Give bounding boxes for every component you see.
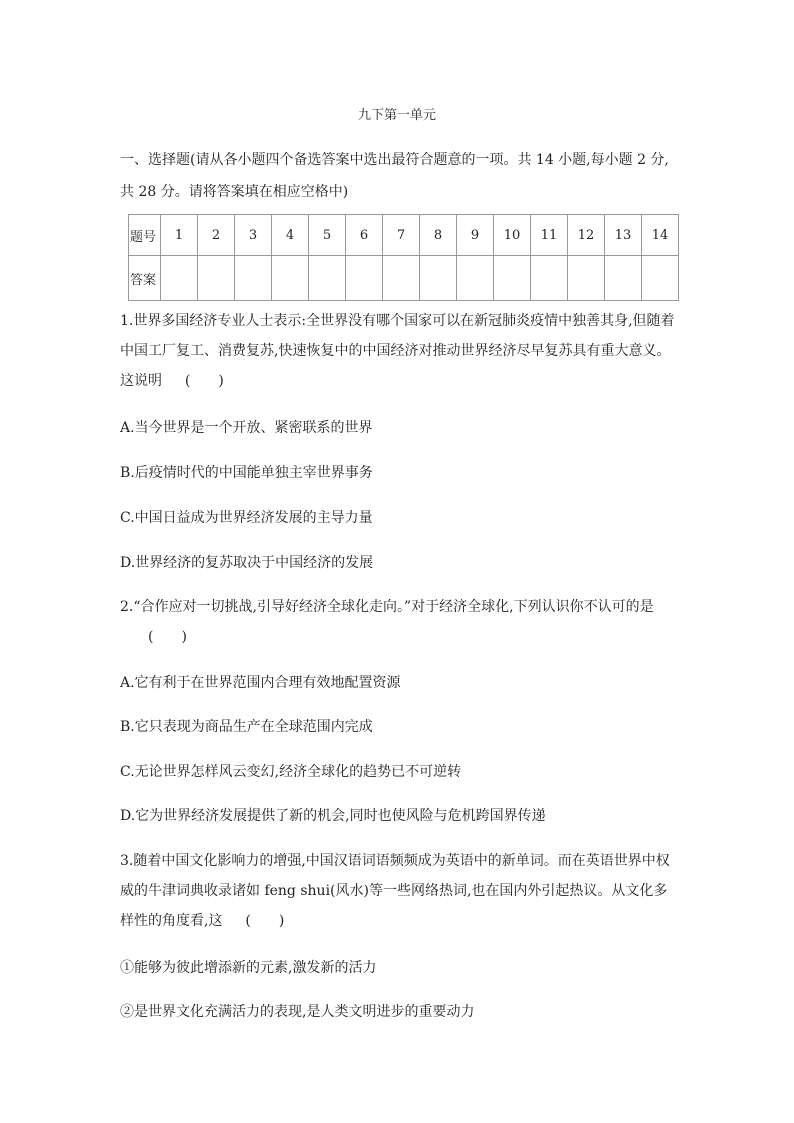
answer-row (129, 256, 679, 301)
q2-option-d: D.它为世界经济发展提供了新的机会,同时也使风险与危机跨国界传递 (120, 808, 546, 824)
answer-cell[interactable] (568, 256, 605, 301)
q1-option-d: D.世界经济的复苏取决于中国经济的发展 (120, 555, 374, 571)
answer-cell[interactable] (642, 256, 679, 301)
question-number: 2 (198, 215, 235, 256)
answer-paren: ( ) (184, 373, 224, 389)
row-header-number: 题号 (129, 215, 161, 256)
q3-statement-1: ①能够为彼此增添新的元素,激发新的活力 (120, 960, 377, 976)
row-header-answer: 答案 (129, 256, 161, 301)
answer-cell[interactable] (161, 256, 198, 301)
q1-option-c: C.中国日益成为世界经济发展的主导力量 (120, 510, 373, 526)
q2-option-a: A.它有利于在世界范围内合理有效地配置资源 (120, 675, 401, 691)
question-number: 4 (272, 215, 309, 256)
answer-cell[interactable] (346, 256, 383, 301)
question-2-stem (120, 592, 680, 652)
answer-cell[interactable] (309, 256, 346, 301)
question-number: 14 (642, 215, 679, 256)
question-number-row (129, 215, 679, 256)
answer-paren: ( ) (148, 629, 187, 645)
q1-option-a: A.当今世界是一个开放、紧密联系的世界 (120, 420, 373, 436)
question-number: 5 (309, 215, 346, 256)
answer-cell[interactable] (457, 256, 494, 301)
answer-cell[interactable] (605, 256, 642, 301)
question-stem-text: 3.随着中国文化影响力的增强,中国汉语词语频频成为英语中的新单词。而在英语世界中权威的牛津词典收录诸如 feng shui(风水)等一些网络热词,也在国内外引起热议。从文化多样性的角度看,这 (120, 853, 670, 929)
question-1-stem (120, 306, 680, 396)
answer-paren: ( ) (245, 913, 285, 929)
q2-option-b: B.它只表现为商品生产在全球范围内完成 (120, 719, 373, 735)
answer-cell[interactable] (198, 256, 235, 301)
question-number: 8 (420, 215, 457, 256)
question-number: 12 (568, 215, 605, 256)
answer-cell[interactable] (494, 256, 531, 301)
q1-option-b: B.后疫情时代的中国能单独主宰世界事务 (120, 465, 373, 481)
question-stem-text: 2.“合作应对一切挑战,引导好经济全球化走向。”对于经济全球化,下列认识你不认可的是 (120, 599, 654, 615)
question-number: 7 (383, 215, 420, 256)
question-number: 1 (161, 215, 198, 256)
answer-table (128, 214, 679, 301)
question-number: 6 (346, 215, 383, 256)
q2-option-c: C.无论世界怎样风云变幻,经济全球化的趋势已不可逆转 (120, 764, 462, 780)
section-heading: 一、选择题(请从各小题四个备选答案中选出最符合题意的一项。共 14 小题,每小题 2 分,共 28 分。请将答案填在相应空格中) (120, 152, 669, 200)
question-number: 11 (531, 215, 568, 256)
answer-cell[interactable] (420, 256, 457, 301)
page-title: 九下第一单元 (357, 108, 436, 123)
question-number: 9 (457, 215, 494, 256)
question-number: 13 (605, 215, 642, 256)
question-stem-text: 1.世界多国经济专业人士表示:全世界没有哪个国家可以在新冠肺炎疫情中独善其身,但随着中国工厂复工、消费复苏,快速恢复中的中国经济对推动世界经济尽早复苏具有重大意义。这说明 (120, 313, 675, 389)
answer-cell[interactable] (383, 256, 420, 301)
answer-cell[interactable] (531, 256, 568, 301)
question-number: 3 (235, 215, 272, 256)
answer-cell[interactable] (272, 256, 309, 301)
question-number: 10 (494, 215, 531, 256)
q3-statement-2: ②是世界文化充满活力的表现,是人类文明进步的重要动力 (120, 1004, 475, 1020)
question-3-stem (120, 846, 680, 936)
answer-cell[interactable] (235, 256, 272, 301)
